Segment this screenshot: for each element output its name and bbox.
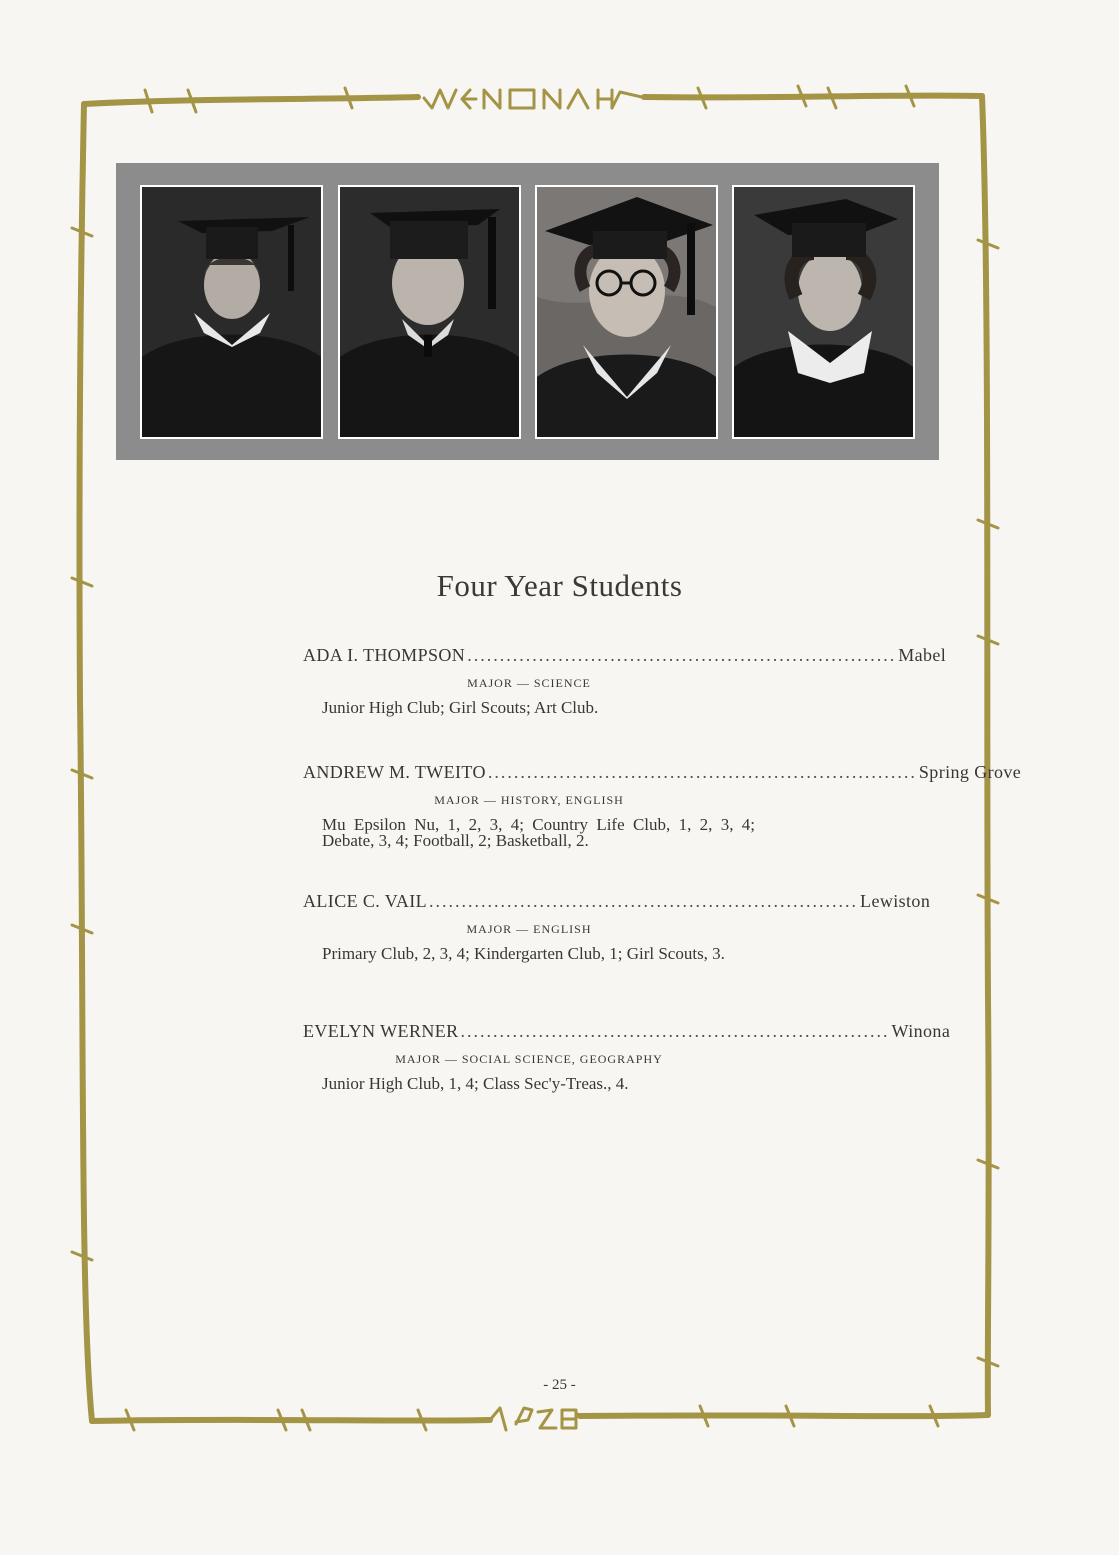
student-hometown: Mabel: [898, 645, 947, 665]
portrait-evelyn-werner: [732, 185, 915, 439]
student-activities: Junior High Club, 1, 4; Class Sec'y-Treas., 4.: [322, 1074, 629, 1093]
student-entry: [303, 645, 947, 717]
name-line: [303, 762, 1022, 783]
section-heading: Four Year Students: [436, 568, 683, 603]
student-activities: Mu Epsilon Nu, 1, 2, 3, 4; Country Life Club, 1, 2, 3, 4; Debate, 3, 4; Football, 2; Basketball, 2.: [322, 815, 755, 850]
student-entry: [303, 762, 1022, 850]
page-number: - 25 -: [543, 1377, 576, 1393]
student-hometown: Spring Grove: [918, 762, 1022, 782]
student-major: MAJOR — SOCIAL SCIENCE, GEOGRAPHY: [395, 1052, 663, 1066]
student-major: MAJOR — SCIENCE: [467, 676, 591, 690]
student-hometown: Winona: [891, 1021, 951, 1041]
portrait-alice-vail: [535, 185, 718, 439]
student-activities: Junior High Club; Girl Scouts; Art Club.: [322, 698, 599, 717]
student-major: MAJOR — ENGLISH: [466, 922, 592, 936]
dot-leader: ..................................................................: [467, 645, 897, 665]
student-name: EVELYN WERNER: [303, 1021, 459, 1041]
dot-leader: ..................................................................: [460, 1021, 890, 1041]
student-major: MAJOR — HISTORY, ENGLISH: [434, 793, 624, 807]
student-activities: Primary Club, 2, 3, 4; Kindergarten Club, 1; Girl Scouts, 3.: [322, 944, 725, 963]
dot-leader: ..................................................................: [429, 891, 859, 911]
student-entry: [303, 891, 931, 963]
portrait-andrew-tweito: [338, 185, 521, 439]
student-name: ADA I. THOMPSON: [303, 645, 466, 665]
student-name: ALICE C. VAIL: [303, 891, 428, 911]
name-line: [303, 891, 931, 912]
student-name: ANDREW M. TWEITO: [303, 762, 486, 782]
portrait-strip: [116, 163, 939, 460]
student-entry: [303, 1021, 951, 1093]
name-line: [303, 1021, 951, 1042]
student-hometown: Lewiston: [860, 891, 931, 911]
portrait-ada-thompson: [140, 185, 323, 439]
dot-leader: ..................................................................: [487, 762, 917, 782]
name-line: [303, 645, 947, 666]
